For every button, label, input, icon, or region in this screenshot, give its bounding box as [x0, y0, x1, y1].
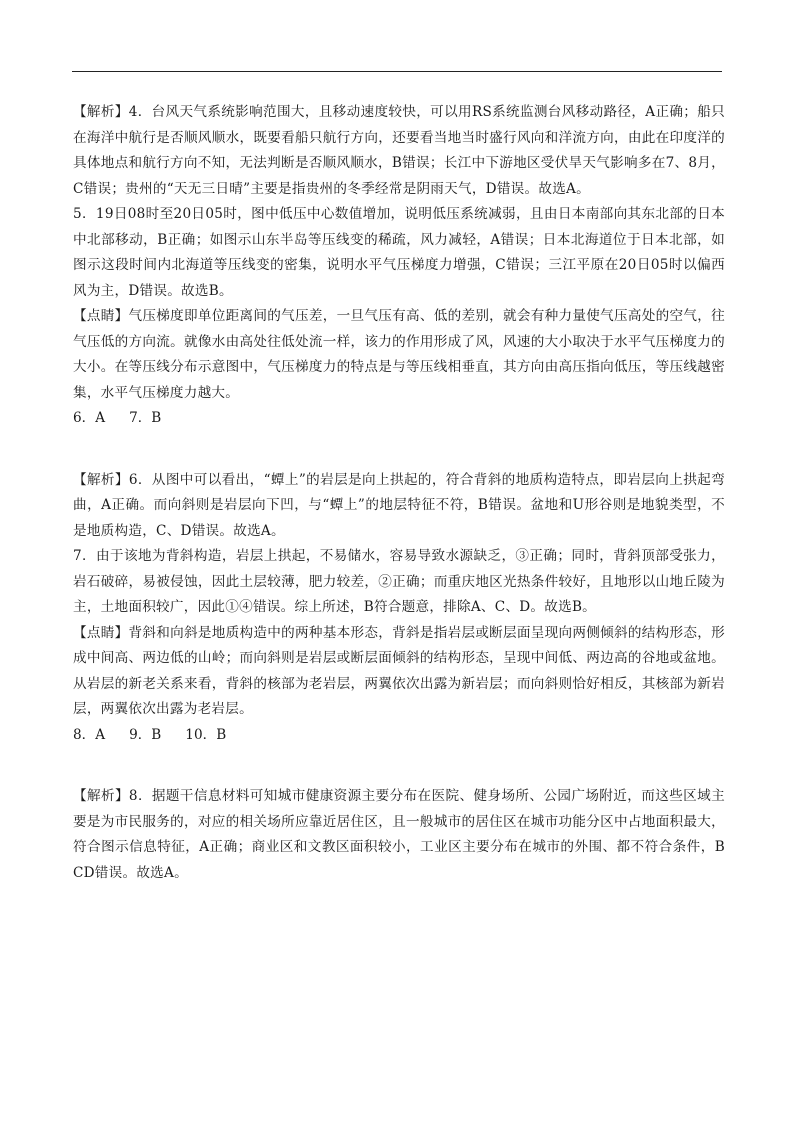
tip-q4-5: 【点睛】气压梯度即单位距离间的气压差，一旦气压有高、低的差别，就会有种力量使气压高处的空气，往气压低的方向流。就像水由高处往低处流一样，该力的作用形成了风，风速的大小取决于水平气压梯度力的大小。在等压线分布示意图中，气压梯度力的特点是与等压线相垂直，其方向由高压指向低压，等压线越密集，水平气压梯度力越大。	[73, 308, 725, 401]
answer-10: 10．B	[185, 726, 227, 743]
answer-6: 6．A	[73, 410, 106, 426]
analysis-q4: 【解析】4．台风天气系统影响范围大，且移动速度较快，可以用RS系统监测台风移动路径，A正确；船只在海洋中航行是否顺风顺水，既要看船只航行方向，还要看当地当时盛行风向和洋流方向，由此在印度洋的具体地点和航行方向不知，无法判断是否顺风顺水，B错误；长江中下游地区受伏旱天气影响多在7、8月，C错误；贵州的“天无三日晴”主要是指贵州的冬季经常是阴雨天气，D错误。故选A。	[73, 104, 725, 197]
answer-7: 7．B	[129, 410, 162, 426]
answer-line-8-10	[73, 723, 725, 749]
answer-explanations	[73, 100, 725, 886]
answer-8: 8．A	[73, 726, 106, 743]
tip-q6-7: 【点睛】背斜和向斜是地质构造中的两种基本形态，背斜是指岩层或断层面呈现向两侧倾斜的结构形态，形成中间高、两边低的山岭；而向斜则是岩层或断层面倾斜的结构形态，呈现中间低、两边高的谷地或盆地。从岩层的新老关系来看，背斜的核部为老岩层，两翼依次出露为新岩层；而向斜则恰好相反，其核部为新岩层，两翼依次出露为老岩层。	[73, 624, 725, 717]
analysis-q5: 5．19日08时至20日05时，图中低压中心数值增加，说明低压系统减弱，且由日本南部向其东北部的日本中北部移动，B正确；如图示山东半岛等压线变的稀疏，风力减轻，A错误；日本北海道位于日本北部，如图示这段时间内北海道等压线变的密集，说明水平气压梯度力增强，C错误；三江平原在20日05时以偏西风为主，D错误。故选B。	[73, 206, 725, 299]
analysis-q6: 【解析】6．从图中可以看出，“蟫上”的岩层是向上拱起的，符合背斜的地质构造特点，即岩层向上拱起弯曲，A正确。而向斜则是岩层向下凹，与“蟫上”的地层特征不符，B错误。盆地和U形谷则是地貌类型，不是地质构造，C、D错误。故选A。	[73, 471, 725, 539]
header-rule	[72, 71, 722, 72]
analysis-q8: 【解析】8．据题干信息材料可知城市健康资源主要分布在医院、健身场所、公园广场附近，而这些区域主要是为市民服务的，对应的相关场所应靠近居住区，且一般城市的居住区在城市功能分区中占地面积最大，符合图示信息特征，A正确；商业区和文教区面积较小，工业区主要分布在城市的外围、都不符合条件，BCD错误。故选A。	[73, 788, 725, 881]
answer-9: 9．B	[129, 726, 162, 743]
analysis-q7: 7．由于该地为背斜构造，岩层上拱起，不易储水，容易导致水源缺乏，③正确；同时，背斜顶部受张力，岩石破碎，易被侵蚀，因此土层较薄，肥力较差，②正确；而重庆地区光热条件较好，且地形以山地丘陵为主，土地面积较广，因此①④错误。综上所述，B符合题意，排除A、C、D。故选B。	[73, 548, 725, 615]
answer-line-6-7	[73, 406, 725, 432]
